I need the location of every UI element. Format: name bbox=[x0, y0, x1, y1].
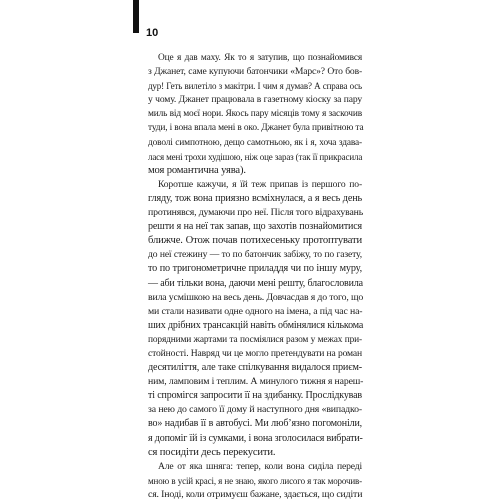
text-line: ним, ламповим і теплим. А минулого тижня я нареш- bbox=[148, 376, 364, 388]
page-tab-marker bbox=[133, 0, 139, 33]
text-line: — аби тільки вона, даючи мені решту, благословила bbox=[148, 277, 363, 289]
text-line: туди, і вона впала мені в око. Джанет була привітною та bbox=[148, 123, 364, 134]
paragraph bbox=[148, 178, 362, 460]
text-line: за нею до самого її дому й наступного дня «випадко- bbox=[148, 404, 362, 416]
text-line: лася мені трохи худішою, ніж оце зараз (так її прикрасила bbox=[148, 151, 363, 162]
text-line: мною в усій красі, я не знаю, якого лисого я так морочив- bbox=[148, 475, 362, 486]
text-line: до неї стежину — то по батончик забіжу, то по газету, bbox=[148, 249, 362, 261]
text-line: я допоміг їй із сумками, і вона зголосилася вибрати- bbox=[148, 432, 363, 444]
text-line: ших дрібних трансакцій навіть обмінялися кількома bbox=[148, 319, 364, 331]
text-line: порядними жартами та посміялися разом у межах при- bbox=[148, 334, 362, 345]
text-line: Але от яка шняга: тепер, коли вона сиділа переді bbox=[158, 460, 362, 472]
text-line: доволі симпотною, дещо самотньою, як і я, хоча здава- bbox=[148, 137, 362, 148]
text-line: ті спромігся запросити її на здибанку. Прослідкував bbox=[148, 390, 362, 402]
text-line: дур! Геть вилетіло з макітри. І чим я думав? А справа ось bbox=[148, 81, 362, 92]
text-line: стойності. Навряд чи це могло претендувати на роман bbox=[148, 347, 362, 359]
text-line: миль від моєї нори. Якось пару місяців тому я заскочив bbox=[148, 109, 362, 120]
text-line: Оце я дав маху. Як то я затупив, що познайомився bbox=[158, 53, 362, 63]
page-number: 10 bbox=[146, 27, 159, 39]
text-line: ближче. Отож почав потихесеньку протоптувати bbox=[148, 235, 362, 247]
text-line: моя романтична уява). bbox=[148, 164, 246, 176]
text-line: з Джанет, саме купуючи батончики «Марс»? Ото бов- bbox=[148, 66, 362, 78]
text-line: во» надибав її в автобусі. Ми любʼязно погомоніли, bbox=[148, 418, 362, 430]
text-line: то по тригонометричне приладдя чи по іншу муру, bbox=[148, 263, 362, 275]
text-line: у чому. Джанет працювала в газетному кіоску за пару bbox=[148, 94, 362, 106]
paragraph bbox=[148, 51, 362, 178]
body-text bbox=[148, 51, 362, 502]
paragraph bbox=[148, 460, 362, 502]
text-line: Коротше кажучи, я їй теж припав із першого по- bbox=[158, 178, 362, 190]
text-line: ся посидіти десь перекусити. bbox=[148, 446, 276, 458]
text-line: десятиліття, але таке спілкування видалося приєм- bbox=[148, 362, 362, 374]
text-line: ся. Іноді, коли отримуєш бажане, здається, що сидіти bbox=[148, 488, 363, 500]
text-line: ми стали називати одне одного на імена, а під час на- bbox=[148, 305, 363, 317]
text-line: решти я на неї так запав, що захотів познайомитися bbox=[148, 221, 362, 233]
text-line: протинявся, думаючи про неї. Після того відрахувань bbox=[148, 207, 364, 219]
text-line: гляду, тож вона приязно всміхнулася, а я весь день bbox=[148, 192, 362, 204]
text-line: вила усмішкою на весь день. Довчасдав я до того, що bbox=[148, 291, 364, 303]
